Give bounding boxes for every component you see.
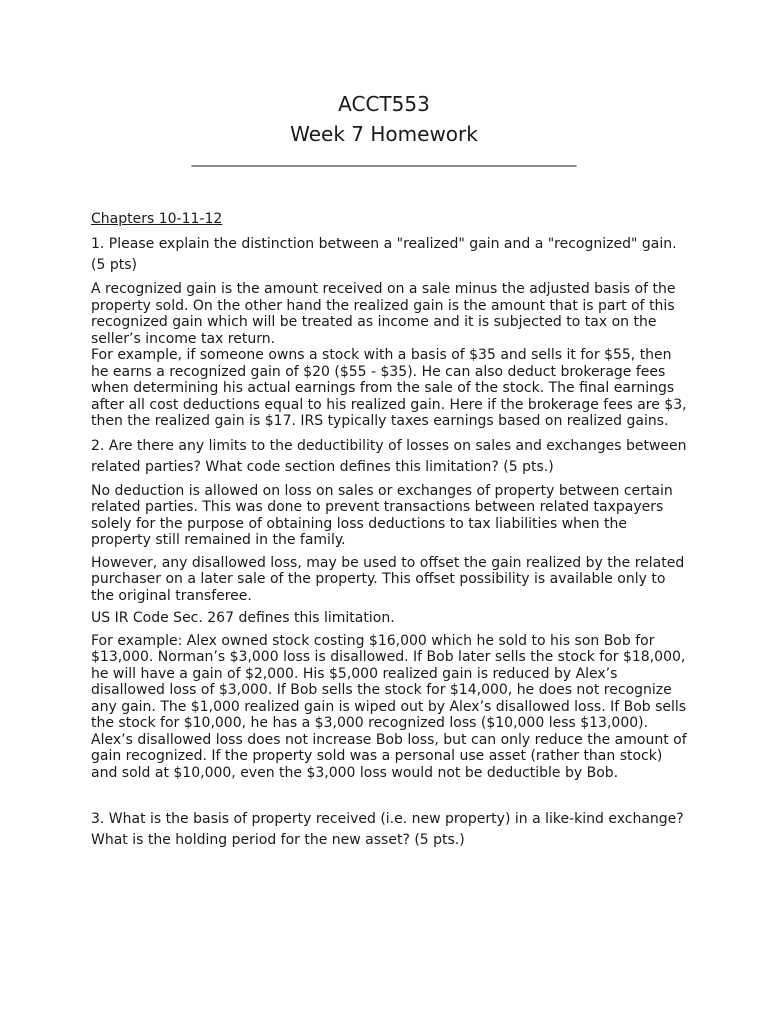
answer-2-paragraph-2: However, any disallowed loss, may be used to offset the gain realized by the related purchaser on a later sale of the property. This offset possibility is available only to the original transferee. — [91, 554, 685, 604]
question-1: 1. Please explain the distinction between a "realized" gain and a "recognized" gain. (5 pts) — [91, 236, 677, 273]
answer-2-paragraph-1: No deduction is allowed on loss on sales or exchanges of property between certain related parties. This was done to prevent transactions between related taxpayers solely for the purpose of obtaining loss deductions to tax liabilities when the property still remained in the family. — [91, 482, 673, 548]
answer-2-paragraph-3: US IR Code Sec. 267 defines this limitation. — [91, 610, 395, 626]
course-code: ACCT553 — [338, 92, 430, 116]
question-3: 3. What is the basis of property received (i.e. new property) in a like-kind exchange? What is the holding period for the new asset? (5 pts.) — [91, 811, 684, 848]
document-body — [91, 210, 691, 856]
title-underline-rule: _______________________________________________________ — [191, 151, 577, 167]
section-spacer — [91, 787, 691, 809]
homework-title: Week 7 Homework — [290, 122, 478, 146]
answer-2-paragraph-4: For example: Alex owned stock costing $16,000 which he sold to his son Bob for $13,000. Norman’s $3,000 loss is disallowed. If Bob later sells the stock for $18,000, he will have a gain of $2,000. His $5,000 realized gain is reduced by Alex’s disallowed loss of $3,000. If Bob sells the stock for $14,000, he does not recognize any gain. The $1,000 realized gain is wiped out by Alex’s disallowed loss. If Bob sells the stock for $10,000, he has a $3,000 recognized loss ($10,000 less $13,000). Alex’s disallowed loss does not increase Bob loss, but can only reduce the amount of gain recognized. If the property sold was a personal use asset (rather than stock) and sold at $10,000, even the $3,000 loss would not be deductible by Bob. — [91, 632, 687, 781]
question-2: 2. Are there any limits to the deductibility of losses on sales and exchanges between related parties? What code section defines this limitation? (5 pts.) — [91, 437, 687, 475]
chapters-heading: Chapters 10-11-12 — [91, 211, 223, 227]
answer-1-paragraph-1: A recognized gain is the amount received on a sale minus the adjusted basis of the property sold. On the other hand the realized gain is the amount that is part of this recognized gain which will be treated as income and it is subjected to tax on the seller’s income tax return. — [91, 281, 676, 347]
answer-1-paragraph-2: For example, if someone owns a stock with a basis of $35 and sells it for $55, then he earns a recognized gain of $20 ($55 - $35). He can also deduct brokerage fees when determining his actual earnings from the sale of the stock. The final earnings after all cost deductions equal to his realized gain. Here if the brokerage fees are $3, then the realized gain is $17. IRS typically taxes earnings based on realized gains. — [91, 347, 687, 429]
document-header — [0, 90, 768, 168]
